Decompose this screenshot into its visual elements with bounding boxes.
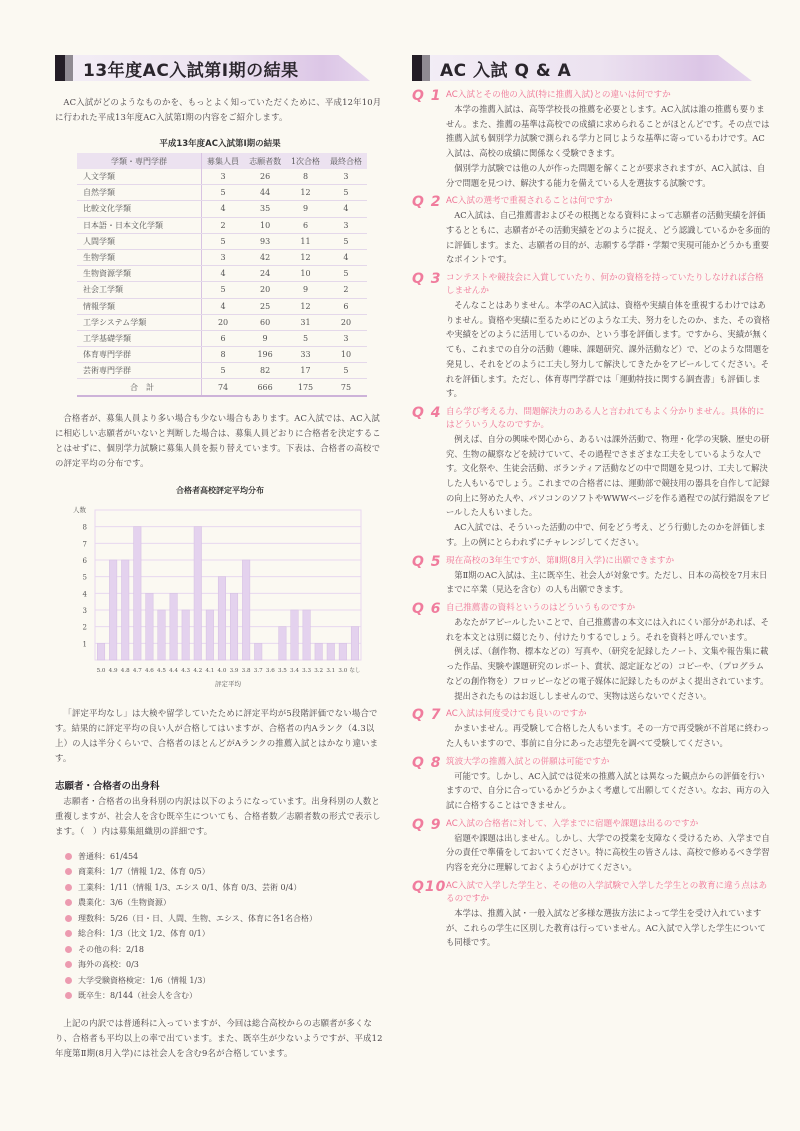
cell-quota: 4 (202, 266, 245, 282)
cell-quota: 4 (202, 201, 245, 217)
chart-bar (206, 610, 213, 660)
cell-first-pass: 12 (286, 249, 325, 265)
cell-department: 社会工学類 (77, 282, 202, 298)
bullet-dot-icon (65, 884, 72, 891)
results-title: 13年度AC入試第Ⅰ期の結果 (83, 60, 299, 81)
cell-department: 工学基礎学類 (77, 330, 202, 346)
cell-department: 人間学類 (77, 233, 202, 249)
cell-department: 自然学類 (77, 185, 202, 201)
answer-paragraph: 第Ⅱ期のAC入試は、主に既卒生、社会人が対象です。ただし、日本の高校を7月末日までに卒業（見込を含む）の人も出願できます。 (446, 569, 768, 595)
chart-title: 合格者高校評定平均分布 (176, 485, 264, 495)
qa-item (412, 880, 772, 950)
cell-quota: 5 (202, 185, 245, 201)
cell-quota: 4 (202, 298, 245, 314)
cell-final-pass: 4 (325, 201, 367, 217)
cell-final-pass: 4 (325, 249, 367, 265)
answer-paragraph: AC入試は、自己推薦書およびその根拠となる資料によって志願者の活動実績を評価するとともに、志願者がその活動実績をどのように捉え、どう認識しているかを多面的に評価します。また、志願者の目的が、志願する学群・学類で実現可能かどうかも重要なポイントです。 (446, 210, 771, 265)
chart-bar (230, 593, 237, 660)
x-tick-label: 4.9 (108, 667, 118, 674)
qa-item (412, 818, 772, 875)
x-tick-label: 3.1 (326, 667, 336, 674)
question-text: AC入試は何度受けても良いのですか (446, 709, 587, 720)
cell-final-pass: 5 (325, 185, 367, 201)
question-number: Q 1 (412, 88, 442, 104)
question-number: Q 7 (412, 707, 442, 724)
total-quota: 74 (202, 379, 245, 396)
table-row (77, 298, 367, 314)
right-column (412, 55, 772, 955)
cell-department: 生物資源学類 (77, 266, 202, 282)
cell-department: 体育専門学群 (77, 347, 202, 363)
quota-explanation: 合格者が、募集人員より多い場合も少ない場合もあります。AC入試では、AC入試に相応しい志願者がいないと判断した場合は、募集人員どおりに合格者を決定することはせずに、個別学力試験に募集人員を振り替えています。下表は、合格者の高校での評定平均の分布です。 (55, 412, 381, 468)
results-table-title: 平成13年度AC入試第Ⅰ期の結果 (159, 139, 281, 149)
chart-bar (121, 560, 128, 660)
cell-first-pass: 31 (286, 314, 325, 330)
chart-bar (194, 526, 201, 659)
chart-note: 「評定平均なし」は大検や留学していたために評定平均が5段階評価でない場合です。結果的に評定平均の良い人が合格してはいますが、合格者の内Aランク（4.3以上）の人は半分くらいで、合格者のほとんどがAランクの推薦入試とはかなり違います。 (55, 707, 379, 763)
grade-distribution-chart (65, 496, 365, 696)
col-header-applicants: 志願者数 (244, 153, 286, 169)
x-tick-label: 4.5 (157, 667, 166, 674)
results-table-body (77, 169, 367, 396)
cell-final-pass: 5 (325, 363, 367, 379)
list-item-text: 商業科：1/7（情報 1/2、体育 0/5） (78, 867, 210, 877)
list-item-text: 大学受験資格検定：1/6（情報 1/3） (78, 975, 211, 985)
cell-department: 工学システム学類 (77, 314, 202, 330)
cell-applicants: 20 (244, 282, 286, 298)
x-tick-label: 3.9 (229, 667, 239, 674)
qa-item (412, 406, 772, 550)
bullet-dot-icon (65, 946, 72, 953)
question-text: 自己推薦書の資料というのはどういうものですか (446, 602, 636, 613)
list-item (65, 973, 385, 989)
question-text: AC入試とその他の入試(特に推薦入試)との違いは何ですか (446, 90, 671, 100)
list-item-text: 理数科：5/26（日・日、人間、生物、エシス、体育に各1名合格） (78, 913, 318, 923)
cell-final-pass: 5 (325, 233, 367, 249)
origin-subheading: 志願者・合格者の出身科 (55, 780, 160, 792)
question-text: 筑波大学の推薦入試との併願は可能ですか (446, 756, 610, 767)
x-tick-label: 5.0 (96, 667, 106, 674)
list-item (65, 942, 385, 958)
x-tick-label: 4.8 (120, 667, 130, 674)
question-text: 自ら学び考える力、問題解決力のある人と言われてもよく分かりません。具体的にはどういう人なのですか。 (446, 406, 765, 430)
question-number: Q10 (412, 878, 447, 895)
cell-first-pass: 11 (286, 233, 325, 249)
intro-paragraph: AC入試がどのようなものかを、もっとよく知っていただくために、平成12年10月に行われた平成13年度AC入試第Ⅰ期の内容をご紹介します。 (55, 97, 382, 122)
chart-bar (303, 610, 310, 660)
cell-quota: 2 (202, 217, 245, 233)
cell-applicants: 10 (244, 217, 286, 233)
bullet-dot-icon (65, 868, 72, 875)
total-final-pass: 75 (325, 379, 367, 396)
cell-first-pass: 5 (286, 330, 325, 346)
y-tick-label: 5 (82, 573, 87, 582)
bar-chart-svg (65, 496, 365, 696)
question-number: Q 4 (412, 404, 442, 421)
y-tick-label: 7 (82, 539, 87, 548)
results-section-header (55, 55, 385, 81)
x-tick-label: なし (349, 667, 361, 674)
total-applicants: 666 (244, 379, 286, 396)
x-tick-label: 4.7 (132, 667, 142, 674)
chart-bar (97, 643, 104, 660)
chart-bar (146, 593, 153, 660)
table-row (77, 169, 367, 185)
cell-applicants: 26 (244, 169, 286, 185)
x-axis-label: 評定平均 (215, 679, 241, 688)
table-row (77, 217, 367, 233)
bullet-dot-icon (65, 899, 72, 906)
chart-bar (109, 560, 116, 660)
cell-department: 芸術専門学群 (77, 363, 202, 379)
table-row (77, 201, 367, 217)
answer-paragraph: あなたがアピールしたいことで、自己推薦書の本文には入れにくい部分があれば、それを本文とは別に綴じたり、付けたりするでしょう。それを資料と呼んでいます。 (446, 616, 769, 642)
x-tick-label: 4.6 (144, 667, 154, 674)
question-number: Q 8 (412, 754, 442, 771)
list-item (65, 988, 385, 1004)
chart-bar (242, 560, 249, 660)
qa-title: AC 入試 Q & A (440, 60, 572, 81)
cell-department: 日本語・日本文化学類 (77, 217, 202, 233)
list-item-text: その他の科：2/18 (78, 944, 144, 954)
question-text: AC入試の合格者に対して、入学までに宿題や課題は出るのですか (446, 818, 699, 829)
left-column (55, 55, 385, 1061)
qa-item (412, 89, 772, 190)
cell-applicants: 42 (244, 249, 286, 265)
list-item (65, 880, 385, 896)
list-item (65, 895, 385, 911)
cell-final-pass: 2 (325, 282, 367, 298)
qa-item (412, 195, 772, 267)
x-tick-label: 3.4 (290, 667, 299, 674)
x-tick-label: 3.8 (241, 667, 251, 674)
answer-paragraph: かまいません。再受験して合格した人もいます。その一方で再受験が不首尾に終わった人もいますので、事前に自分にあった志望先を調べて受験してください。 (446, 723, 770, 748)
qa-list (412, 89, 772, 950)
cell-first-pass: 12 (286, 185, 325, 201)
answer-paragraph: 宿題や課題は出しません。しかし、大学での授業を支障なく受けるため、入学まで自分の責任で準備をしておいてください。特に高校生の皆さんは、高校で修めるべき学習内容を充分に理解しておくよう心がけてください。 (446, 832, 770, 873)
chart-bar (158, 610, 165, 660)
y-tick-label: 6 (82, 556, 87, 565)
cell-applicants: 82 (244, 363, 286, 379)
chart-bar (254, 643, 261, 660)
question-number: Q 9 (412, 816, 442, 833)
list-item-text: 海外の高校：0/3 (78, 960, 139, 970)
list-item (65, 926, 385, 942)
cell-quota: 3 (202, 169, 245, 185)
table-row (77, 282, 367, 298)
answer-paragraph: AC入試では、そういった活動の中で、何をどう考え、どう行動したのかを評価します。上の例にとらわれずにチャレンジしてください。 (446, 522, 766, 547)
x-tick-label: 3.6 (265, 667, 275, 674)
question-number: Q 6 (412, 600, 442, 617)
question-text: AC入試で入学した学生と、その他の入学試験で入学した学生との教育に違う点はあるのですか (446, 880, 768, 904)
answer-paragraph: 例えば、（創作物、標本などの）写真や、（研究を記録したノート、文集や報告集に載った作品、実験や課題研究のレポート、賞状、認定証などの）コピーや、（プログラムなどの創作物を）フロッピーなどの電子媒体に記録したものがよく提出されています。 (446, 646, 769, 686)
question-text: コンテストや競技会に入賞していたり、何かの資格を持っていたりしなければ合格しませんか (446, 273, 764, 297)
cell-applicants: 60 (244, 314, 286, 330)
y-tick-label: 3 (82, 606, 87, 615)
total-department: 合 計 (77, 379, 202, 396)
answer-paragraph: 可能です。しかし、AC入試では従来の推薦入試とは異なった観点からの評価を行いますので、自分に合っているかどうかよく考慮して出願してください。なお、両方の入試に合格することはできません。 (446, 770, 770, 811)
cell-first-pass: 10 (286, 266, 325, 282)
x-tick-label: 3.0 (338, 667, 348, 674)
list-item-text: 普通科：61/454 (78, 851, 139, 861)
list-item-text: 総合科：1/3（比文 1/2、体育 0/1） (78, 929, 210, 939)
x-tick-label: 4.3 (181, 667, 191, 674)
list-item-text: 既卒生：8/144（社会人を含む） (78, 991, 198, 1001)
cell-first-pass: 9 (286, 282, 325, 298)
qa-item (412, 602, 772, 703)
bullet-dot-icon (65, 992, 72, 999)
chart-bar (291, 610, 298, 660)
cell-applicants: 196 (244, 347, 286, 363)
cell-final-pass: 3 (325, 330, 367, 346)
x-tick-label: 4.1 (205, 667, 215, 674)
cell-final-pass: 10 (325, 347, 367, 363)
cell-quota: 6 (202, 330, 245, 346)
chart-bar (218, 576, 225, 659)
cell-first-pass: 8 (286, 169, 325, 185)
table-row (77, 266, 367, 282)
y-tick-label: 4 (82, 589, 87, 598)
bullet-dot-icon (65, 853, 72, 860)
table-row (77, 347, 367, 363)
cell-first-pass: 12 (286, 298, 325, 314)
header-dark-block (412, 55, 422, 81)
cell-quota: 5 (202, 363, 245, 379)
cell-final-pass: 5 (325, 266, 367, 282)
cell-applicants: 35 (244, 201, 286, 217)
list-item (65, 864, 385, 880)
x-tick-label: 3.7 (253, 667, 263, 674)
bullet-dot-icon (65, 977, 72, 984)
cell-applicants: 24 (244, 266, 286, 282)
header-gray-block (65, 55, 73, 81)
bullet-dot-icon (65, 961, 72, 968)
answer-paragraph: 提出されたものはお返ししませんので、実物は送らないでください。 (454, 690, 712, 701)
x-tick-label: 3.5 (277, 667, 287, 674)
qa-section-header (412, 55, 772, 81)
list-item (65, 849, 385, 865)
question-text: 現在高校の3年生ですが、第Ⅱ期(8月入学)に出願できますか (446, 555, 675, 566)
cell-quota: 3 (202, 249, 245, 265)
x-tick-label: 3.2 (314, 667, 324, 674)
chart-bar (134, 526, 141, 659)
cell-department: 人文学類 (77, 169, 202, 185)
bullet-dot-icon (65, 915, 72, 922)
list-item-text: 農業化：3/6（生物資源） (78, 898, 171, 908)
cell-first-pass: 17 (286, 363, 325, 379)
cell-quota: 5 (202, 233, 245, 249)
list-item (65, 957, 385, 973)
y-tick-label: 2 (82, 623, 87, 632)
header-gray-block (422, 55, 430, 81)
table-row (77, 363, 367, 379)
question-number: Q 2 (412, 194, 442, 211)
question-number: Q 5 (412, 553, 442, 570)
answer-paragraph: そんなことはありません。本学のAC入試は、資格や実績自体を重視するわけではありません。資格や実績に至るためにどのような工夫、努力をしたのか、また、その資格や実績をどのように活用しているのか、という事を評価します。ですから、実績が無くても、これまでの自分の活動（趣味、課題研究、課外活動など）で、どのような問題を発見し、それをどのように工夫し努力して解決してきたかをアピールしてください。それを評価します。ただし、体育専門学群では「運動特技に関する調査書」も評価します。 (446, 300, 771, 399)
origin-list (65, 849, 385, 1004)
cell-department: 生物学類 (77, 249, 202, 265)
col-header-final-pass: 最終合格 (325, 153, 367, 169)
cell-applicants: 25 (244, 298, 286, 314)
chart-bar (182, 610, 189, 660)
chart-bar (327, 643, 334, 660)
origin-intro: 志願者・合格者の出身科別の内訳は以下のようになっています。出身科別の人数と重複しますが、社会人を含む既卒生についても、合格者数／志願者数の形式で表示します。（ ）内は募集組織別の詳細です。 (55, 795, 381, 836)
chart-bar (351, 626, 358, 659)
cell-department: 情報学類 (77, 298, 202, 314)
table-header-row (77, 153, 367, 169)
x-tick-label: 4.0 (217, 667, 227, 674)
chart-bar (279, 626, 286, 659)
question-text: AC入試の選考で重視されることは何ですか (446, 196, 613, 207)
bullet-dot-icon (65, 930, 72, 937)
answer-paragraph: 本学の推薦入試は、高等学校長の推薦を必要とします。AC入試は誰の推薦も要りません。また、推薦の基準は高校での成績に求められることがほとんどです。その点では推薦入試も個別学力試験で測られる学力と同じような基準に寄っているわけです。AC入試は、高校の成績に関係なく受験できます。 (446, 104, 770, 159)
qa-item (412, 708, 772, 750)
x-tick-label: 4.4 (169, 667, 179, 674)
cell-department: 比較文化学類 (77, 201, 202, 217)
col-header-quota: 募集人員 (202, 153, 245, 169)
cell-first-pass: 6 (286, 217, 325, 233)
chart-bar (170, 593, 177, 660)
answer-paragraph: 個別学力試験では他の人が作った問題を解くことが要求されますが、AC入試は、自分で問題を見つけ、解決する能力を備えている人を選抜する試験です。 (446, 162, 766, 188)
chart-bar (315, 643, 322, 660)
cell-first-pass: 33 (286, 347, 325, 363)
total-first-pass: 175 (286, 379, 325, 396)
cell-applicants: 9 (244, 330, 286, 346)
table-row (77, 249, 367, 265)
cell-applicants: 93 (244, 233, 286, 249)
answer-paragraph: 例えば、自分の興味や関心から、あるいは課外活動で、物理・化学の実験、歴史の研究、生物の観察などを続けていて、その過程でさまざまな工夫をしているような人です。文化祭や、生徒会活動、ボランティア活動などの中で問題を見つけ、工夫して解決した人もいるでしょう。これまでの合格者には、運動部で競技用の器具を自作して記録の向上に努めた人や、パソコンのソフトやWWWページを作る過程での試行錯誤をアピールした人もいました。 (446, 433, 770, 518)
table-row (77, 330, 367, 346)
list-item-text: 工業科：1/11（情報 1/3、エシス 0/1、体育 0/3、芸術 0/4） (78, 882, 302, 892)
header-dark-block (55, 55, 65, 81)
results-table (77, 153, 367, 397)
qa-item (412, 272, 772, 401)
cell-final-pass: 3 (325, 217, 367, 233)
col-header-first-pass: 1次合格 (286, 153, 325, 169)
x-tick-label: 3.3 (302, 667, 312, 674)
table-row (77, 185, 367, 201)
qa-item (412, 555, 772, 597)
answer-paragraph: 本学は、推薦入試・一般入試など多様な選抜方法によって学生を受け入れていますが、これらの学生に区別した教育は行っていません。AC入試で入学した学生についても同様です。 (446, 907, 766, 948)
list-item (65, 911, 385, 927)
y-axis-label: 人数 (73, 505, 86, 514)
y-tick-label: 8 (82, 523, 87, 532)
table-row (77, 314, 367, 330)
cell-quota: 20 (202, 314, 245, 330)
cell-applicants: 44 (244, 185, 286, 201)
cell-final-pass: 20 (325, 314, 367, 330)
cell-quota: 8 (202, 347, 245, 363)
chart-bar (339, 643, 346, 660)
x-tick-label: 4.2 (193, 667, 203, 674)
table-row (77, 233, 367, 249)
cell-final-pass: 6 (325, 298, 367, 314)
col-header-department: 学類・専門学群 (77, 153, 202, 169)
cell-quota: 5 (202, 282, 245, 298)
origin-closing: 上記の内訳では普通科に入っていますが、今回は総合高校からの志願者が多くなり、合格者も平均以上の率で出ています。また、既卒生が少ないようですが、平成12年度第Ⅱ期(8月入学)には社会人を含む9名が合格しています。 (55, 1017, 383, 1058)
cell-final-pass: 3 (325, 169, 367, 185)
table-total-row (77, 379, 367, 396)
qa-item (412, 756, 772, 813)
y-tick-label: 1 (82, 639, 87, 648)
question-number: Q 3 (412, 271, 442, 288)
cell-first-pass: 9 (286, 201, 325, 217)
